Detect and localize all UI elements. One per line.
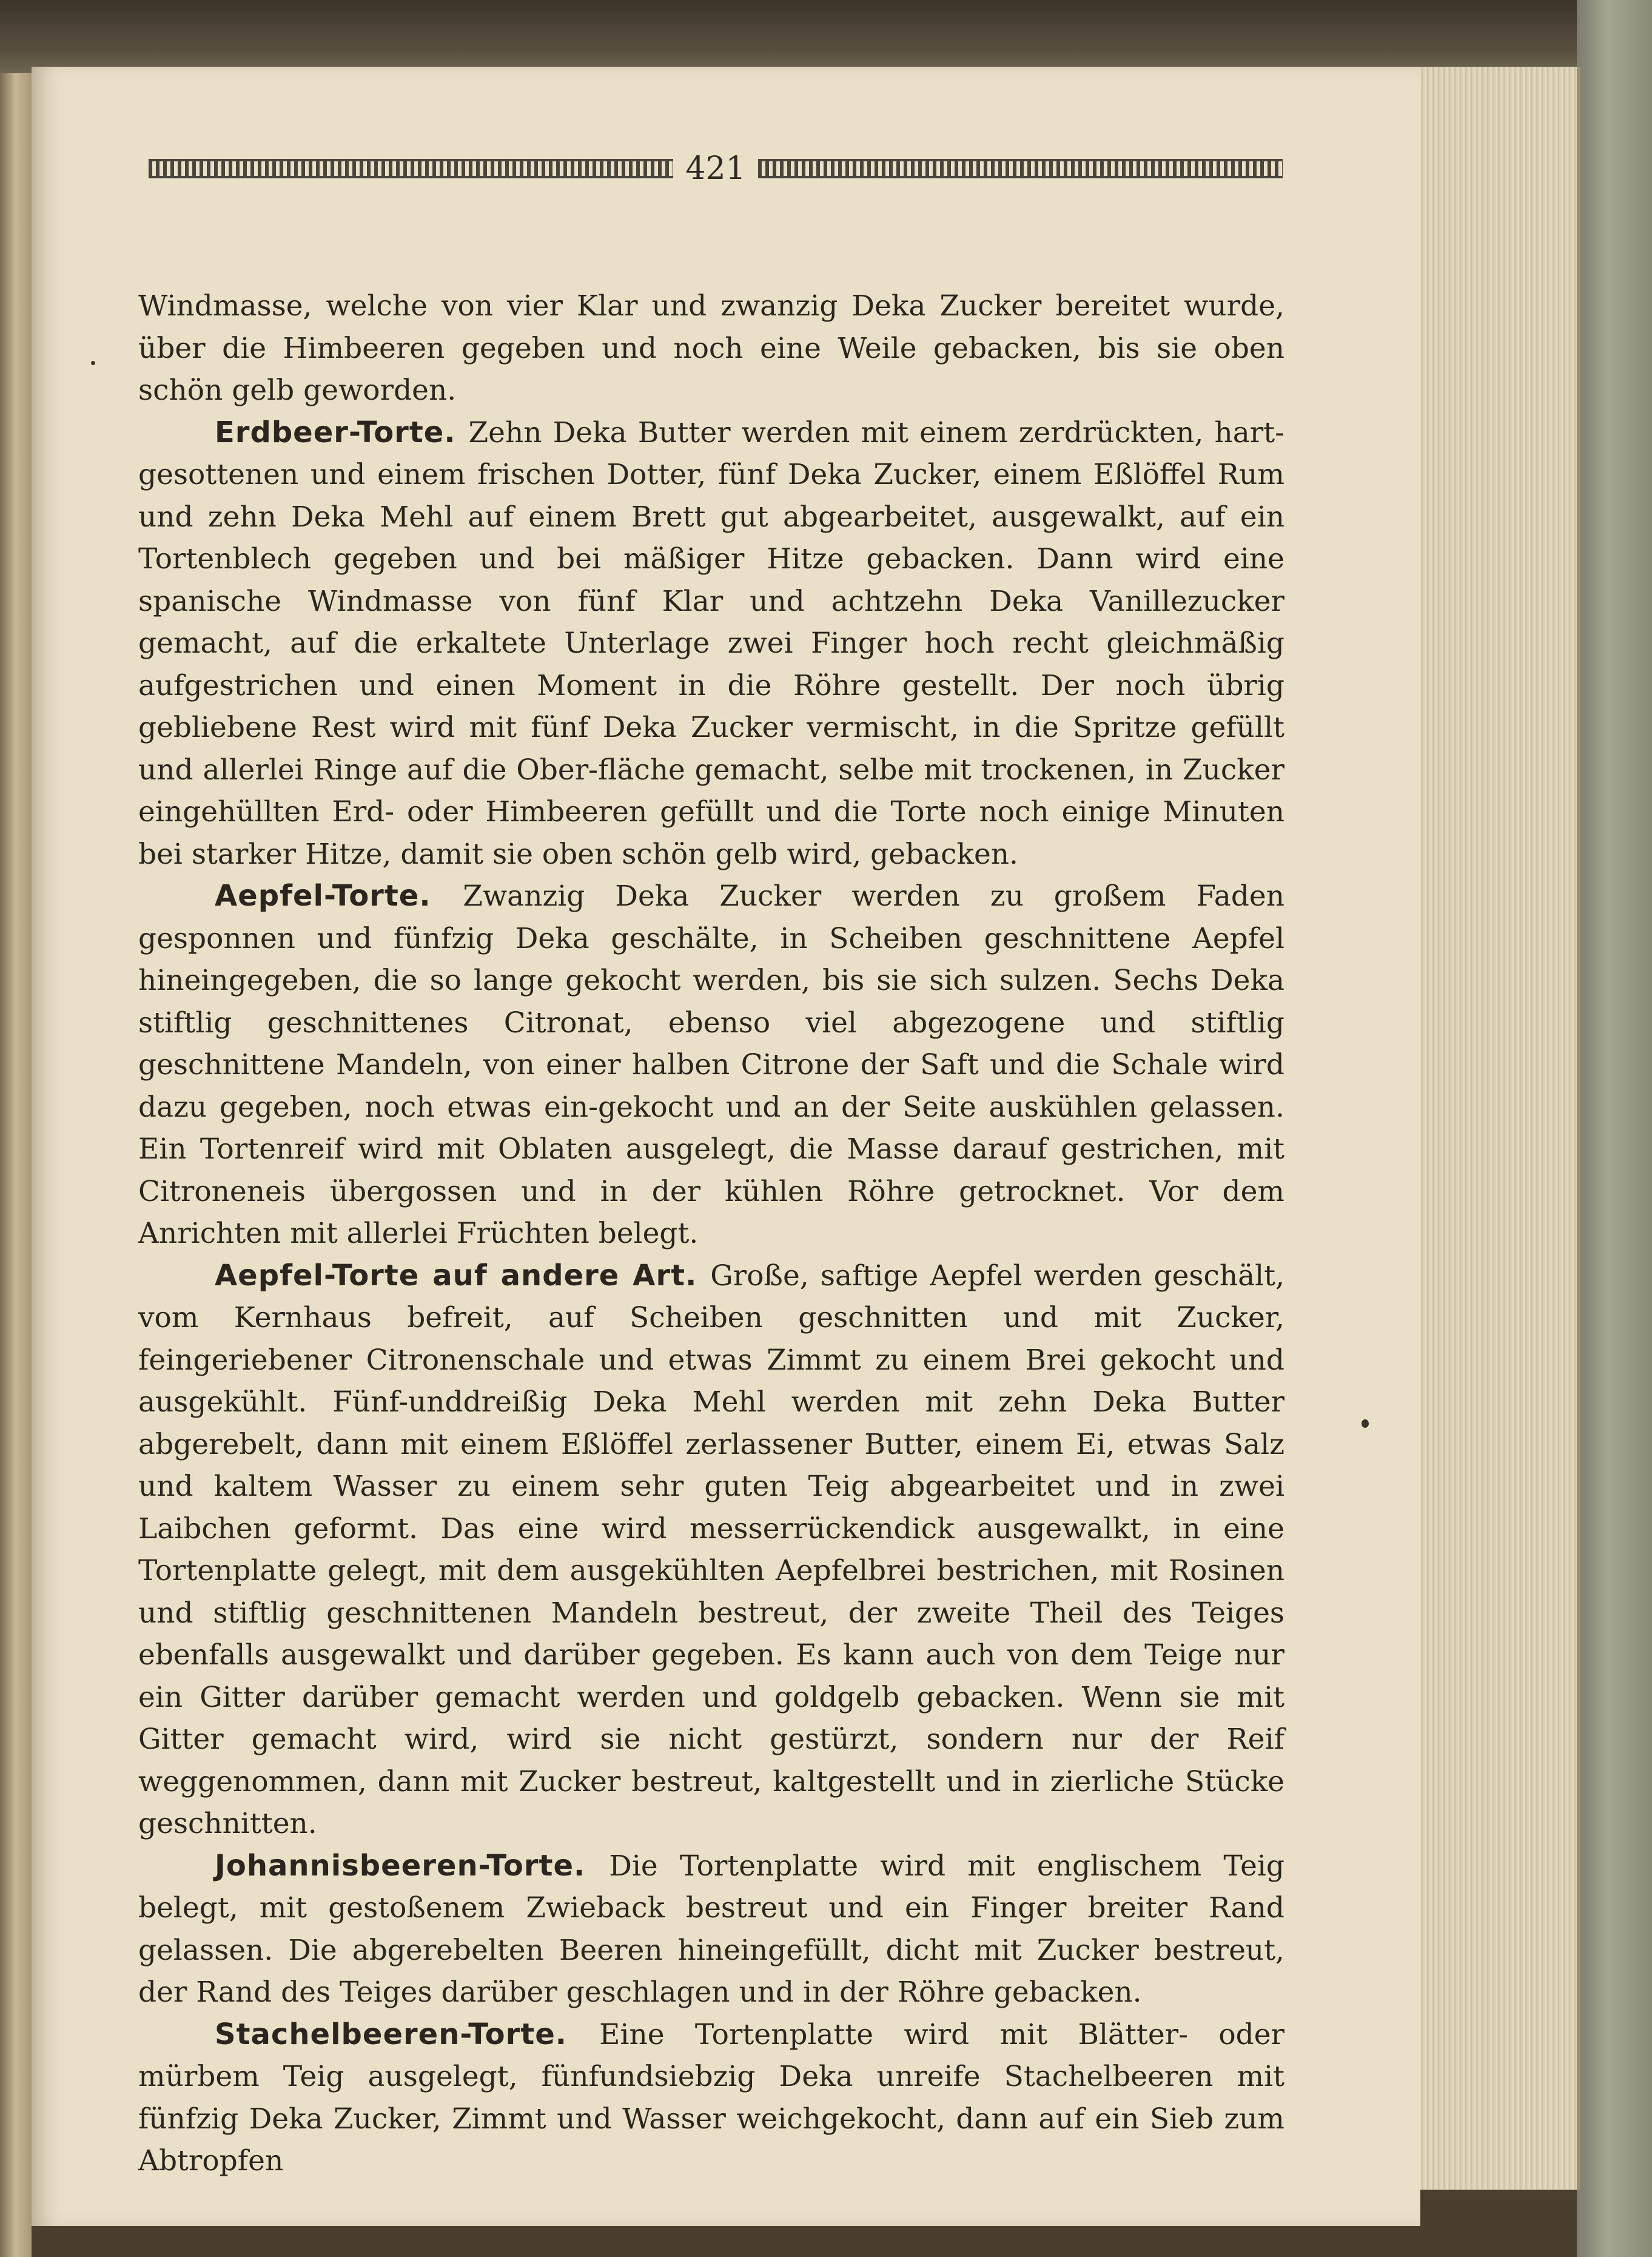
- recipe-title: Stachelbeeren-Torte.: [215, 2017, 600, 2051]
- recipe-aepfel-torte: [138, 875, 1284, 1255]
- book-cover-top: [0, 0, 1652, 73]
- recipe-aepfel-torte-andere-art: [138, 1255, 1284, 1845]
- page-body: [138, 285, 1284, 2182]
- paragraph-continuation: [138, 285, 1284, 412]
- recipe-johannisbeeren-torte: [138, 1845, 1284, 2014]
- page-header: [149, 144, 1283, 193]
- paragraph-text: Windmasse, welche von vier Klar und zwanzig Deka Zucker bereitet wurde, über die Himbeeren gegeben und noch eine Weile gebacken, bis sie oben schön gelb geworden.: [138, 289, 1284, 407]
- recipe-text: Eine Tortenplatte wird mit Blätter- oder mürbem Teig ausgelegt, fünfundsiebzig Deka unreife Stachelbeeren mit fünfzig Deka Zucker, Zimmt und Wasser weichgekocht, dann auf ein Sieb zum Abtropfen: [138, 2017, 1284, 2178]
- recipe-title: Erdbeer-Torte.: [215, 415, 469, 449]
- header-ornament-right: [758, 159, 1283, 178]
- recipe-stachelbeeren-torte: [138, 2014, 1284, 2182]
- recipe-title: Aepfel-Torte.: [215, 879, 463, 913]
- recipe-text: Große, saftige Aepfel werden geschält, vom Kernhaus befreit, auf Scheiben geschnitten und mit Zucker, feingeriebener Citronenschale und etwas Zimmt zu einem Brei gekocht und ausgekühlt. Fünf-unddreißig Deka Mehl werden mit zehn Deka Butter abgerebelt, dann mit einem Eßlöffel zerlassener Butter, einem Ei, etwas Salz und kaltem Wasser zu einem sehr guten Teig abgearbeitet und in zwei Laibchen geformt. Das eine wird messerrückendick ausgewalkt, in eine Tortenplatte gelegt, mit dem ausgekühlten Aepfelbrei bestrichen, mit Rosinen und stiftlig geschnittenen Mandeln bestreut, der zweite Theil des Teiges ebenfalls ausgewalkt und darüber gegeben. Es kann auch von dem Teige nur ein Gitter darüber gemacht werden und goldgelb gebacken. Wenn sie mit Gitter gemacht wird, wird sie nicht gestürzt, sondern nur der Reif weggenommen, dann mit Zucker bestreut, kaltgestellt und in zierliche Stücke geschnitten.: [138, 1259, 1284, 1840]
- ink-speck: [1362, 1419, 1369, 1428]
- book-cover-right: [1577, 0, 1652, 2257]
- ink-speck: [91, 361, 95, 365]
- page-number: 421: [685, 150, 746, 187]
- recipe-text: Die Tortenplatte wird mit englischem Teig belegt, mit gestoßenem Zwieback bestreut und ein Finger breiter Rand gelassen. Die abgerebelten Beeren hineingefüllt, dicht mit Zucker bestreut, der Rand des Teiges darüber geschlagen und in der Röhre gebacken.: [138, 1849, 1285, 2009]
- header-ornament-left: [149, 159, 673, 178]
- page-edges: [1413, 67, 1580, 2190]
- previous-page-edge: [0, 73, 32, 2257]
- recipe-text: Zehn Deka Butter werden mit einem zerdrückten, hart-gesottenen und einem frischen Dotter, fünf Deka Zucker, einem Eßlöffel Rum und zehn Deka Mehl auf einem Brett gut abgearbeitet, ausgewalkt, auf ein Tortenblech gegeben und bei mäßiger Hitze gebacken. Dann wird eine spanische Windmasse von fünf Klar und achtzehn Deka Vanillezucker gemacht, auf die erkaltete Unterlage zwei Finger hoch recht gleichmäßig aufgestrichen und einen Moment in die Röhre gestellt. Der noch übrig gebliebene Rest wird mit fünf Deka Zucker vermischt, in die Spritze gefüllt und allerlei Ringe auf die Ober-fläche gemacht, selbe mit trockenen, in Zucker eingehüllten Erd- oder Himbeeren gefüllt und die Torte noch einige Minuten bei starker Hitze, damit sie oben schön gelb wird, gebacken.: [138, 415, 1284, 871]
- recipe-text: Zwanzig Deka Zucker werden zu großem Faden gesponnen und fünfzig Deka geschälte, in Scheiben geschnittene Aepfel hineingegeben, die so lange gekocht werden, bis sie sich sulzen. Sechs Deka stiftlig geschnittenes Citronat, ebenso viel abgezogene und stiftlig geschnittene Mandeln, von einer halben Citrone der Saft und die Schale wird dazu gegeben, noch etwas ein-gekocht und an der Seite auskühlen gelassen. Ein Tortenreif wird mit Oblaten ausgelegt, die Masse darauf gestrichen, mit Citroneneis übergossen und in der kühlen Röhre getrocknet. Vor dem Anrichten mit allerlei Früchten belegt.: [138, 880, 1284, 1250]
- recipe-erdbeer-torte: [138, 412, 1284, 876]
- recipe-title: Aepfel-Torte auf andere Art.: [215, 1258, 711, 1293]
- recipe-title: Johannisbeeren-Torte.: [215, 1848, 609, 1883]
